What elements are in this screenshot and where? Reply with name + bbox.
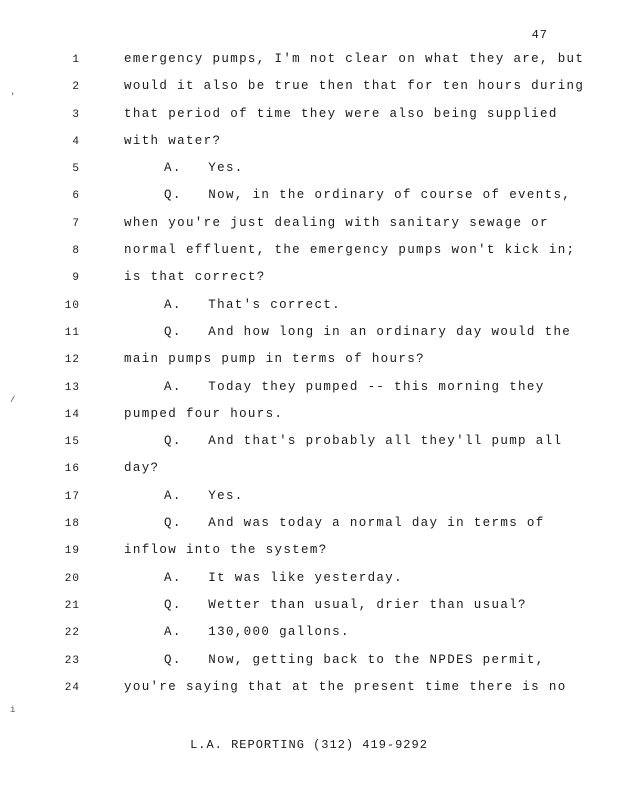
transcript-lines [0, 50, 618, 705]
line-number: 23 [64, 654, 80, 667]
line-number: 19 [64, 545, 80, 558]
page-number: 47 [531, 28, 548, 42]
line-text: A. It was like yesterday. [164, 570, 403, 585]
line-text: A. Yes. [164, 161, 244, 176]
line-number: 9 [72, 272, 80, 285]
transcript-line [0, 50, 618, 77]
line-number: 22 [64, 627, 80, 640]
line-number: 13 [64, 381, 80, 394]
transcript-line [0, 487, 618, 514]
line-text: main pumps pump in terms of hours? [124, 352, 425, 367]
transcript-line [0, 105, 618, 132]
line-text: you're saying that at the present time there is no [124, 679, 567, 694]
line-text: with water? [124, 133, 222, 148]
line-text: Q. And how long in an ordinary day would the [164, 324, 572, 339]
line-number: 14 [64, 408, 80, 421]
line-text: Q. Wetter than usual, drier than usual? [164, 597, 527, 612]
line-text: day? [124, 461, 160, 476]
line-text: Q. And that's probably all they'll pump all [164, 434, 563, 449]
line-text: A. 130,000 gallons. [164, 625, 350, 640]
line-number: 10 [64, 299, 80, 312]
margin-mark: i [10, 705, 16, 715]
transcript-line [0, 569, 618, 596]
margin-mark: / [10, 395, 16, 405]
line-text: Q. Now, getting back to the NPDES permit, [164, 652, 545, 667]
margin-mark: ' [10, 92, 16, 102]
transcript-line [0, 214, 618, 241]
transcript-line [0, 596, 618, 623]
line-number: 21 [64, 599, 80, 612]
transcript-line [0, 651, 618, 678]
transcript-line [0, 405, 618, 432]
line-number: 18 [64, 518, 80, 531]
line-number: 4 [72, 135, 80, 148]
transcript-line [0, 132, 618, 159]
line-text: normal effluent, the emergency pumps won't kick in; [124, 243, 576, 258]
transcript-line [0, 378, 618, 405]
transcript-line [0, 241, 618, 268]
line-number: 2 [72, 81, 80, 94]
line-text: when you're just dealing with sanitary sewage or [124, 215, 549, 230]
line-number: 17 [64, 490, 80, 503]
line-text: that period of time they were also being supplied [124, 106, 558, 121]
line-text: inflow into the system? [124, 543, 328, 558]
transcript-line [0, 541, 618, 568]
line-number: 8 [72, 245, 80, 258]
line-text: Q. And was today a normal day in terms of [164, 516, 545, 531]
line-text: is that correct? [124, 270, 266, 285]
transcript-line [0, 268, 618, 295]
transcript-line [0, 296, 618, 323]
line-number: 1 [72, 54, 80, 66]
transcript-line [0, 77, 618, 104]
line-number: 3 [72, 108, 80, 121]
line-text: Q. Now, in the ordinary of course of events, [164, 188, 572, 203]
line-number: 15 [64, 436, 80, 449]
transcript-line [0, 623, 618, 650]
line-number: 24 [64, 681, 80, 694]
line-number: 7 [72, 217, 80, 230]
line-number: 11 [64, 326, 80, 339]
line-text: A. Yes. [164, 488, 244, 503]
line-number: 6 [72, 190, 80, 203]
line-text: emergency pumps, I'm not clear on what they are, but [124, 52, 585, 66]
footer-reporting: L.A. REPORTING (312) 419-9292 [190, 738, 428, 752]
line-number: 16 [64, 463, 80, 476]
line-text: would it also be true then that for ten hours during [124, 79, 585, 94]
transcript-line [0, 432, 618, 459]
line-number: 5 [72, 163, 80, 176]
line-number: 20 [64, 572, 80, 585]
transcript-line [0, 323, 618, 350]
transcript-line [0, 459, 618, 486]
transcript-line [0, 678, 618, 705]
line-text: pumped four hours. [124, 406, 284, 421]
transcript-line [0, 159, 618, 186]
transcript-line [0, 514, 618, 541]
line-text: A. Today they pumped -- this morning they [164, 379, 545, 394]
line-number: 12 [64, 354, 80, 367]
transcript-line [0, 186, 618, 213]
line-text: A. That's correct. [164, 297, 342, 312]
transcript-line [0, 350, 618, 377]
